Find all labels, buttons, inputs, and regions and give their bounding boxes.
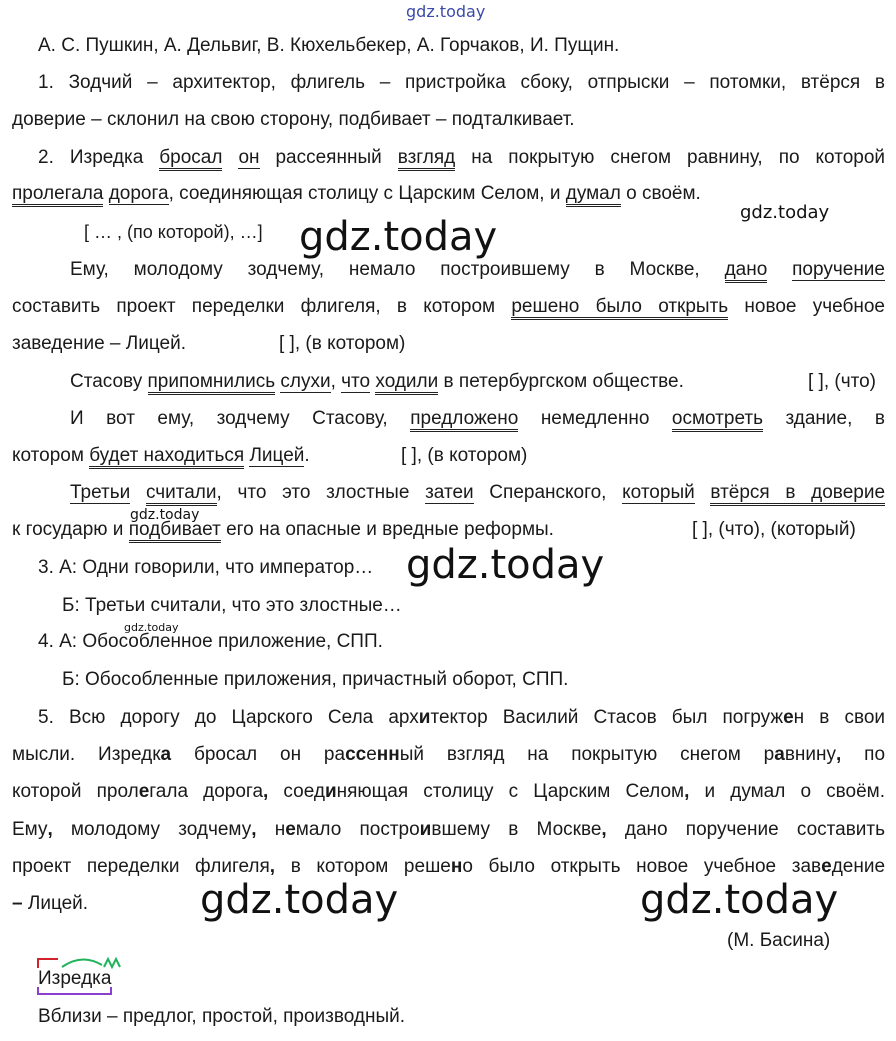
morpheme-marks-icon xyxy=(36,955,126,971)
watermark-small: gdz.today xyxy=(130,507,200,523)
watermark-top: gdz.today xyxy=(406,2,486,21)
subject: затеи xyxy=(425,482,474,503)
sentence: И вот ему, зодчему Стасову, предложено немедленно осмотреть здание, в xyxy=(12,407,885,431)
predicate: считали xyxy=(146,482,217,506)
watermark-large: gdz.today xyxy=(640,877,839,923)
watermark-small: gdz.today xyxy=(124,621,179,634)
sentence: заведение – Лицей. xyxy=(12,333,186,354)
morpheme-parse: Изредка xyxy=(38,967,111,991)
sentence: к государю и подбивает его на опасные и вредные реформы. xyxy=(12,518,554,542)
predicate: пролегала xyxy=(12,183,103,207)
task3-line: 3. А: Одни говорили, что император… xyxy=(38,557,374,578)
sentence: Ему, молодому зодчему, немало построившему в Москве, дано поручение xyxy=(12,258,885,282)
subject: Лицей xyxy=(249,445,305,466)
subject: дорога xyxy=(108,183,169,204)
predicate: будет находиться xyxy=(89,445,244,469)
task5-line: – Лицей. xyxy=(12,893,89,914)
subject: Третьи xyxy=(70,482,131,503)
sentence-scheme: [ ], (что) xyxy=(808,371,877,392)
subject: поручение xyxy=(792,259,885,280)
sentence: котором будет находиться Лицей. xyxy=(12,444,310,468)
sentence-scheme: [ ], (что), (который) xyxy=(692,519,856,540)
subject: он xyxy=(238,147,260,168)
predicate: взгляд xyxy=(398,147,456,171)
subject: что xyxy=(341,371,371,392)
predicate: втёрся в доверие xyxy=(710,482,885,506)
predicate: думал xyxy=(566,183,621,207)
predicate: дано xyxy=(725,259,768,283)
authors-line: А. С. Пушкин, А. Дельвиг, В. Кюхельбекер, А. Горчаков, И. Пущин. xyxy=(38,35,620,56)
task4-line: 4. А: Обособленное приложение, СПП. xyxy=(38,631,383,652)
sentence-scheme: [ ], (в котором) xyxy=(401,445,528,466)
sentence: составить проект переделки флигеля, в котором решено было открыть новое учебное xyxy=(12,295,885,319)
sentence-scheme: [ … , (по которой), …] xyxy=(84,222,263,242)
sentence-scheme: [ ], (в котором) xyxy=(279,333,406,354)
subject: слухи xyxy=(280,371,331,392)
task5-line: мысли. Изредка бросал он рассенный взгляд на покрытую снегом равнину, по xyxy=(12,744,886,765)
task4-line: Б: Обособленные приложения, причастный оборот, СПП. xyxy=(62,669,569,690)
task5-line: проект переделки флигеля, в котором решено было открыть новое учебное заведение xyxy=(12,856,886,877)
task1-line: 1. Зодчий – архитектор, флигель – пристройка сбоку, отпрыски – потомки, втёрся в xyxy=(38,72,885,93)
predicate: ходили xyxy=(375,371,438,395)
task5-line: которой пролегала дорога, соединяющая столицу с Царским Селом, и думал о своём. xyxy=(12,781,885,802)
watermark-large: gdz.today xyxy=(200,877,399,923)
sentence: Стасову припомнились слухи, что ходили в петербургском обществе. xyxy=(70,370,684,394)
task3-line: Б: Третьи считали, что это злостные… xyxy=(62,595,402,616)
predicate: бросал xyxy=(159,147,222,171)
task5-line: Ему, молодому зодчему, немало построившему в Москве, дано поручение составить xyxy=(12,819,885,840)
watermark-large: gdz.today xyxy=(406,542,605,588)
task5-line: 5. Всю дорогу до Царского Села архитектор Василий Стасов был погружен в свои xyxy=(38,707,886,728)
watermark-large: gdz.today xyxy=(299,214,498,260)
last-line: Вблизи – предлог, простой, производный. xyxy=(38,1006,406,1027)
watermark-small: gdz.today xyxy=(740,202,830,223)
task2-sentence: пролегала дорога, соединяющая столицу с Царским Селом, и думал о своём. xyxy=(12,182,701,206)
author-signature: (М. Басина) xyxy=(727,930,831,951)
task1-line: доверие – склонил на свою сторону, подбивает – подталкивает. xyxy=(12,109,575,130)
predicate: решено было открыть xyxy=(511,296,728,320)
predicate: подбивает xyxy=(129,519,221,543)
task2-sentence: 2. Изредка бросал он рассеянный взгляд на покрытую снегом равнину, по которой xyxy=(12,146,885,170)
predicate: осмотреть xyxy=(672,408,763,432)
subject: который xyxy=(622,482,695,503)
predicate: предложено xyxy=(410,408,518,432)
sentence: Третьи считали, что это злостные затеи Сперанского, который втёрся в доверие xyxy=(12,481,885,505)
predicate: припомнились xyxy=(148,371,276,395)
